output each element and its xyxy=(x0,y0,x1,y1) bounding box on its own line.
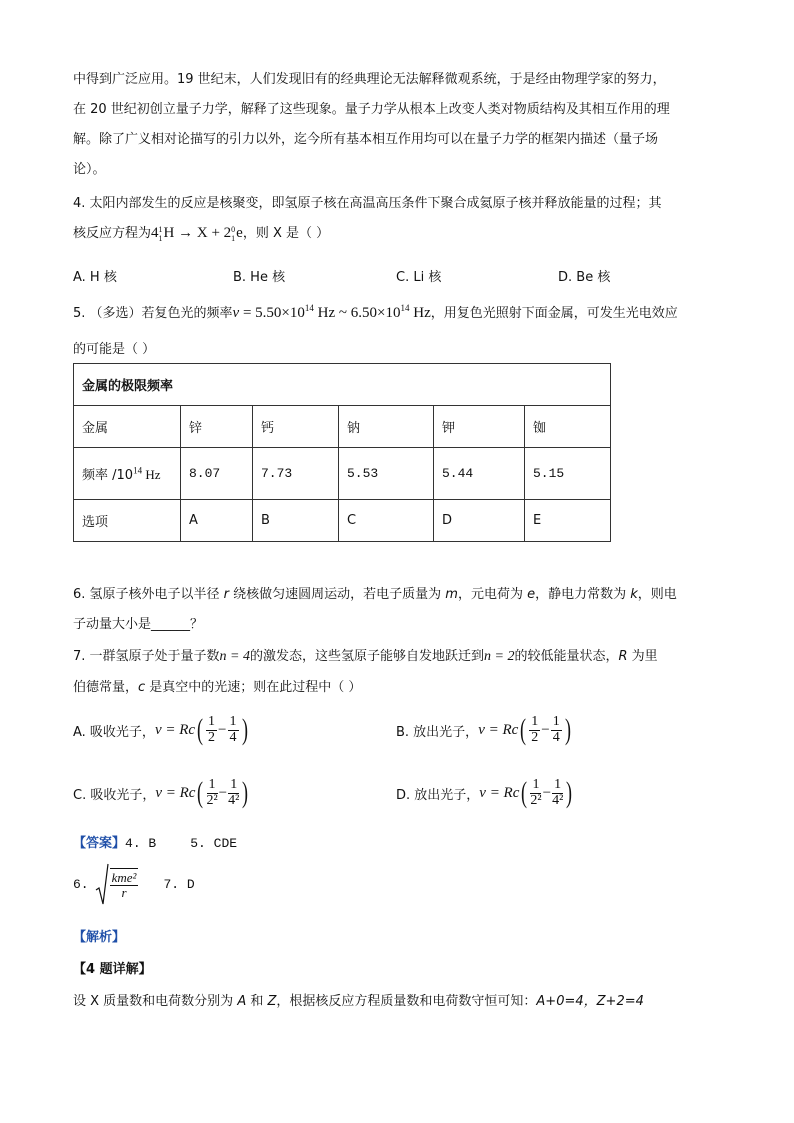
intro-line-3: 解。除了广义相对论描写的引力以外，迄今所有基本相互作用均可以在量子力学的框架内描述（量子场 xyxy=(73,132,659,147)
table-cell: 钾 xyxy=(434,406,525,448)
table-cell: 钠 xyxy=(339,406,434,448)
table-cell: 5.53 xyxy=(339,448,434,500)
q7-option-d[interactable]: D. 放出光子， ν = Rc ( $\frac{1}{\text{2²}}$ − $\frac{1}{\text{4²}}$ ) xyxy=(396,776,573,809)
q7-line-2: 伯德常量，c 是真空中的光速；则在此过程中（ ） xyxy=(73,680,362,695)
table-cell: 选项 xyxy=(74,500,181,542)
table-cell: C xyxy=(339,500,434,542)
q4-option-c[interactable]: C. Li 核 xyxy=(396,270,442,285)
table-cell: 铷 xyxy=(525,406,611,448)
intro-line-2: 在 20 世纪初创立量子力学，解释了这些现象。量子力学从根本上改变人类对物质结构及其相互作用的理 xyxy=(73,102,670,117)
table-cell: 钙 xyxy=(253,406,339,448)
q4-option-a[interactable]: A. H 核 xyxy=(73,270,117,285)
analysis-line: 设 X 质量数和电荷数分别为 A 和 Z，根据核反应方程质量数和电荷数守恒可知：A+0=4，Z+2=4 xyxy=(73,994,644,1009)
table-title: 金属的极限频率 xyxy=(74,364,611,406)
analysis-label: 【解析】 xyxy=(73,930,126,945)
q4-line-1: 4. 太阳内部发生的反应是核聚变，即氢原子核在高温高压条件下聚合成氦原子核并释放能量的过程；其 xyxy=(73,196,662,211)
q4-option-b[interactable]: B. He 核 xyxy=(233,270,286,285)
table-cell-freq-label: 频率 $/10^{14}$ Hz xyxy=(74,448,181,500)
q7-option-b[interactable]: B. 放出光子， ν = Rc ( $\frac{1}{2}$ − $\frac{1}{4}$ ) xyxy=(396,713,571,746)
q4-line-2 xyxy=(73,222,329,243)
analysis-subheading: 【4 题详解】 xyxy=(73,962,152,977)
table-cell: E xyxy=(525,500,611,542)
q7-option-c[interactable]: C. 吸收光子， ν = Rc ( $\frac{1}{\text{2²}}$ − $\frac{1}{\text{4²}}$ ) xyxy=(73,776,249,809)
table-cell: 8.07 xyxy=(181,448,253,500)
table-cell: 金属 xyxy=(74,406,181,448)
table-cell: 锌 xyxy=(181,406,253,448)
table-cell: A xyxy=(181,500,253,542)
table-cell: B xyxy=(253,500,339,542)
table-cell: 7.73 xyxy=(253,448,339,500)
q6-line-2: 子动量大小是______？ xyxy=(73,617,204,632)
q4-equation-suffix: ，则 X 是（ ） xyxy=(242,226,330,241)
threshold-frequency-table xyxy=(73,363,611,542)
q4-option-d[interactable]: D. Be 核 xyxy=(558,270,611,285)
table-cell: D xyxy=(434,500,525,542)
q7-line-1: 7. 一群氢原子处于量子数n = 4的激发态，这些氢原子能够自发地跃迁到n = 2的较低能量状态，R 为里 xyxy=(73,649,658,664)
q5-line-2: 的可能是（ ） xyxy=(73,342,156,357)
q4-equation-prefix: 核反应方程为 xyxy=(73,226,152,241)
answer-line: 【答案】4. B 5. CDE xyxy=(73,836,238,851)
table-row-option xyxy=(74,500,611,542)
table-row-metal xyxy=(74,406,611,448)
q7-option-a[interactable]: A. 吸收光子， ν = Rc ( $\frac{1}{2}$ − $\frac{1}{4}$ ) xyxy=(73,713,248,746)
intro-line-1: 中得到广泛应用。19 世纪末，人们发现旧有的经典理论无法解释微观系统，于是经由物理学家的努力， xyxy=(73,72,666,87)
table-cell: 5.44 xyxy=(434,448,525,500)
answer-label: 【答案】 xyxy=(73,836,126,851)
table-row-frequency xyxy=(74,448,611,500)
q5-line-1: 5. （多选）若复色光的频率$\nu = 5.50\times 10^{14}$ Hz ~ $6.50\times 10^{14}$ Hz，用复色光照射下面金属，可发生光电效应 xyxy=(73,303,678,321)
q4-equation: 4 1 1 H → X + 2 0 1 e xyxy=(151,224,243,243)
sqrt-icon xyxy=(95,862,109,906)
answer-line-2: 6. $\frac{\text{kme²}}{r}$ 7. D xyxy=(73,862,195,906)
table-cell: 5.15 xyxy=(525,448,611,500)
intro-line-4: 论）。 xyxy=(73,162,106,177)
q6-line-1: 6. 氢原子核外电子以半径 r 绕核做匀速圆周运动，若电子质量为 m，元电荷为 e，静电力常数为 k，则电 xyxy=(73,587,677,602)
